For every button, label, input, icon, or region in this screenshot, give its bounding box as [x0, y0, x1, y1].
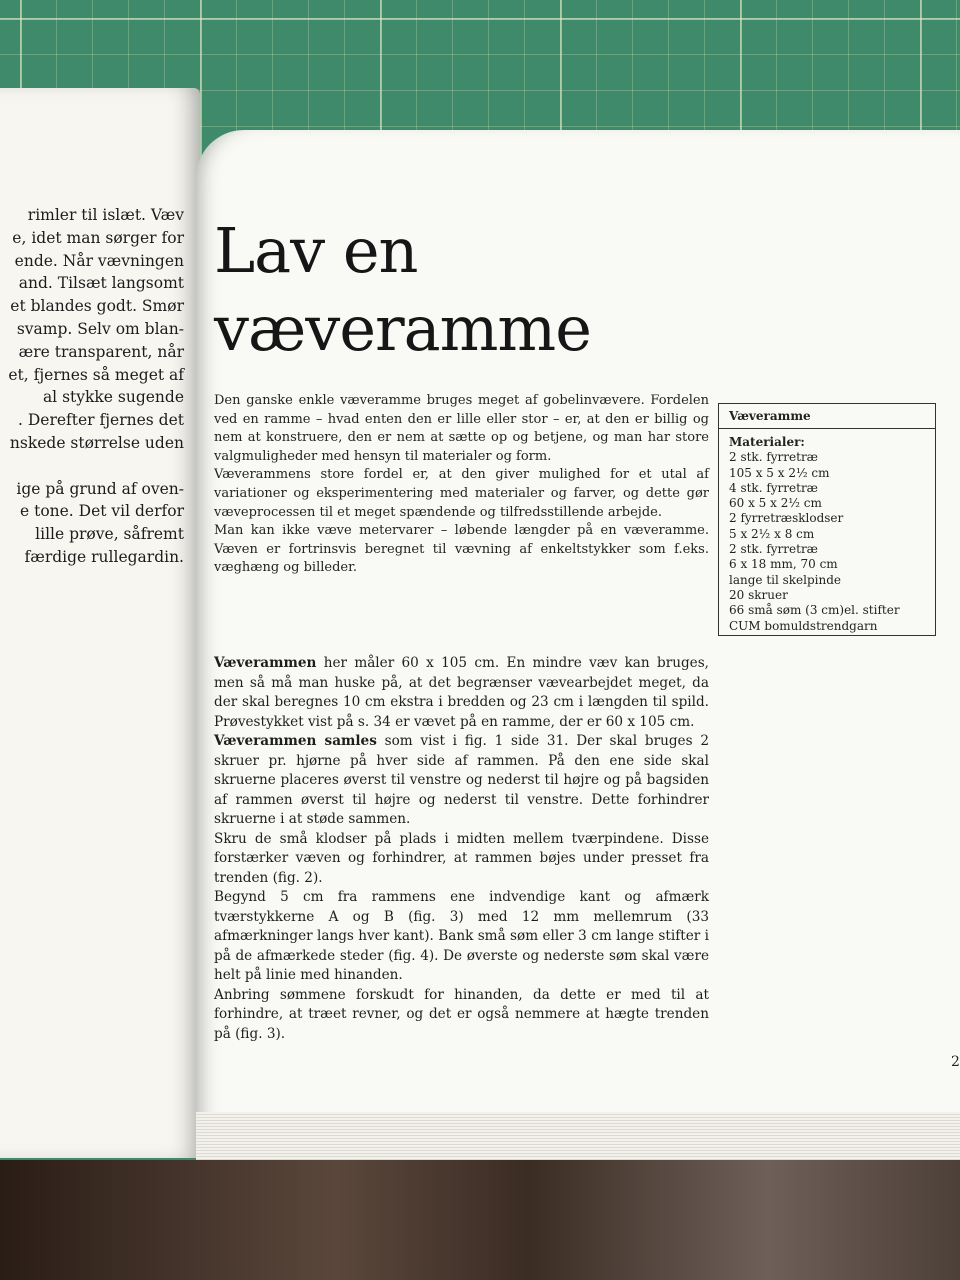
title-line-2: væveramme: [214, 292, 591, 365]
materials-item: CUM bomuldstrendgarn: [729, 618, 878, 633]
left-page-line: ige på grund af oven-: [16, 479, 184, 498]
left-page-line: lille prøve, såfremt: [35, 525, 184, 544]
page-title: [214, 212, 734, 368]
page-number: 2: [951, 1054, 960, 1070]
left-page-line: svamp. Selv om blan-: [16, 319, 184, 338]
materials-box-title: Væveramme: [719, 404, 935, 429]
floor-background: [0, 1160, 960, 1280]
materials-item: 2 stk. fyrretræ: [729, 542, 818, 557]
intro-text: [214, 392, 709, 578]
materials-heading: Materialer:: [729, 435, 805, 449]
body-text-span: som vist i fig. 1 side 31. Der skal bruges 2 skruer pr. hjørne på hver side af rammen. På den ene side skal skruerne placeres øverst til venstre og nederst til højre og på bagsiden af rammen øverst til højre og nederst til venstre. Dette forhindrer skruerne i at støde sammen.: [214, 733, 709, 827]
materials-item: lange til skelpinde: [729, 572, 842, 587]
body-paragraph: Anbring sømmene forskudt for hinanden, da dette er med til at forhindre, at træet revner, og det er også nemmere at hægte trenden på (fig. 3).: [214, 986, 709, 1042]
left-page-line: nskede størrelse uden: [9, 433, 184, 452]
materials-item: 60 x 5 x 2½ cm: [729, 496, 822, 511]
left-page-line: e, idet man sørger for: [12, 228, 184, 247]
materials-item: 4 stk. fyrretræ: [729, 480, 818, 495]
materials-item: 5 x 2½ x 8 cm: [729, 526, 815, 541]
left-page-line: e tone. Det vil derfor: [19, 502, 184, 521]
page-stack-edge: [196, 1112, 960, 1160]
left-page-line: færdige rullegardin.: [24, 547, 184, 566]
left-page-line: [0, 455, 184, 478]
materials-box: [718, 403, 936, 636]
left-page-line: al stykke sugende: [42, 388, 184, 407]
materials-item: 105 x 5 x 2½ cm: [729, 465, 830, 480]
body-paragraph: Skru de små klodser på plads i midten mellem tværpindene. Disse forstærker væven og forhindrer, at rammen bøjes under presset fra trenden (fig. 2).: [214, 830, 709, 886]
materials-item: 66 små søm (3 cm)el. stifter: [729, 603, 900, 618]
body-text: [214, 654, 709, 1044]
body-bold-lead: Væverammen: [214, 655, 317, 671]
left-page-text: [0, 204, 184, 569]
materials-item: 6 x 18 mm, 70 cm: [729, 557, 838, 572]
intro-paragraph: Den ganske enkle væveramme bruges meget af gobelinvævere. Fordelen ved en ramme – hvad enten den er lille eller stor – er, at den er billig og nem at konstruere, den er nem at sætte op og betjene, og man har store valgmuligheder med hensyn til materialer og form.: [214, 393, 709, 464]
body-paragraph: Begynd 5 cm fra rammens ene indvendige kant og afmærk tværstykkerne A og B (fig. 3) med 12 mm mellemrum (33 afmærkninger langs hver kant). Bank små søm eller 3 cm lange stifter i på de afmærkede steder (fig. 4). De øverste og nederste søm skal være helt på linie med hinanden.: [214, 889, 709, 983]
body-paragraph: [214, 654, 709, 732]
materials-item: 2 stk. fyrretræ: [729, 450, 818, 465]
materials-list: [729, 450, 925, 634]
body-bold-lead: Væverammen samles: [214, 733, 377, 749]
intro-paragraph: Væverammens store fordel er, at den giver mulighed for et utal af variationer og eksperimentering med materialer og farver, og dette gør væveprocessen til et meget spændende og tilfredsstillende arbejde.: [214, 467, 709, 520]
left-page-line: et, fjernes så meget af: [8, 365, 184, 384]
body-text-span: her måler 60 x 105 cm. En mindre væv kan bruges, men så må man huske på, at det begrænser vævearbejdet meget, da der skal beregnes 10 cm ekstra i bredden og 23 cm i længden til spild. Prøvestykket vist på s. 34 er vævet på en ramme, der er 60 x 105 cm.: [214, 655, 709, 730]
left-page: [0, 88, 200, 1158]
body-paragraph: [214, 732, 709, 830]
left-page-line: . Derefter fjernes det: [18, 411, 184, 430]
left-page-line: ende. Når vævningen: [14, 251, 184, 270]
left-page-line: ære transparent, når: [18, 342, 184, 361]
materials-item: 20 skruer: [729, 587, 788, 602]
materials-item: 2 fyrretræsklodser: [729, 511, 844, 526]
left-page-line: rimler til islæt. Væv: [27, 206, 184, 224]
left-page-line: and. Tilsæt langsomt: [18, 274, 184, 293]
intro-paragraph: Man kan ikke væve metervarer – løbende længder på en væveramme. Væven er fortrinsvis beregnet til vævning af enkeltstykker som f.eks. væghæng og billeder.: [214, 523, 709, 576]
left-page-line: et blandes godt. Smør: [10, 297, 184, 316]
title-line-1: Lav en: [214, 214, 418, 287]
